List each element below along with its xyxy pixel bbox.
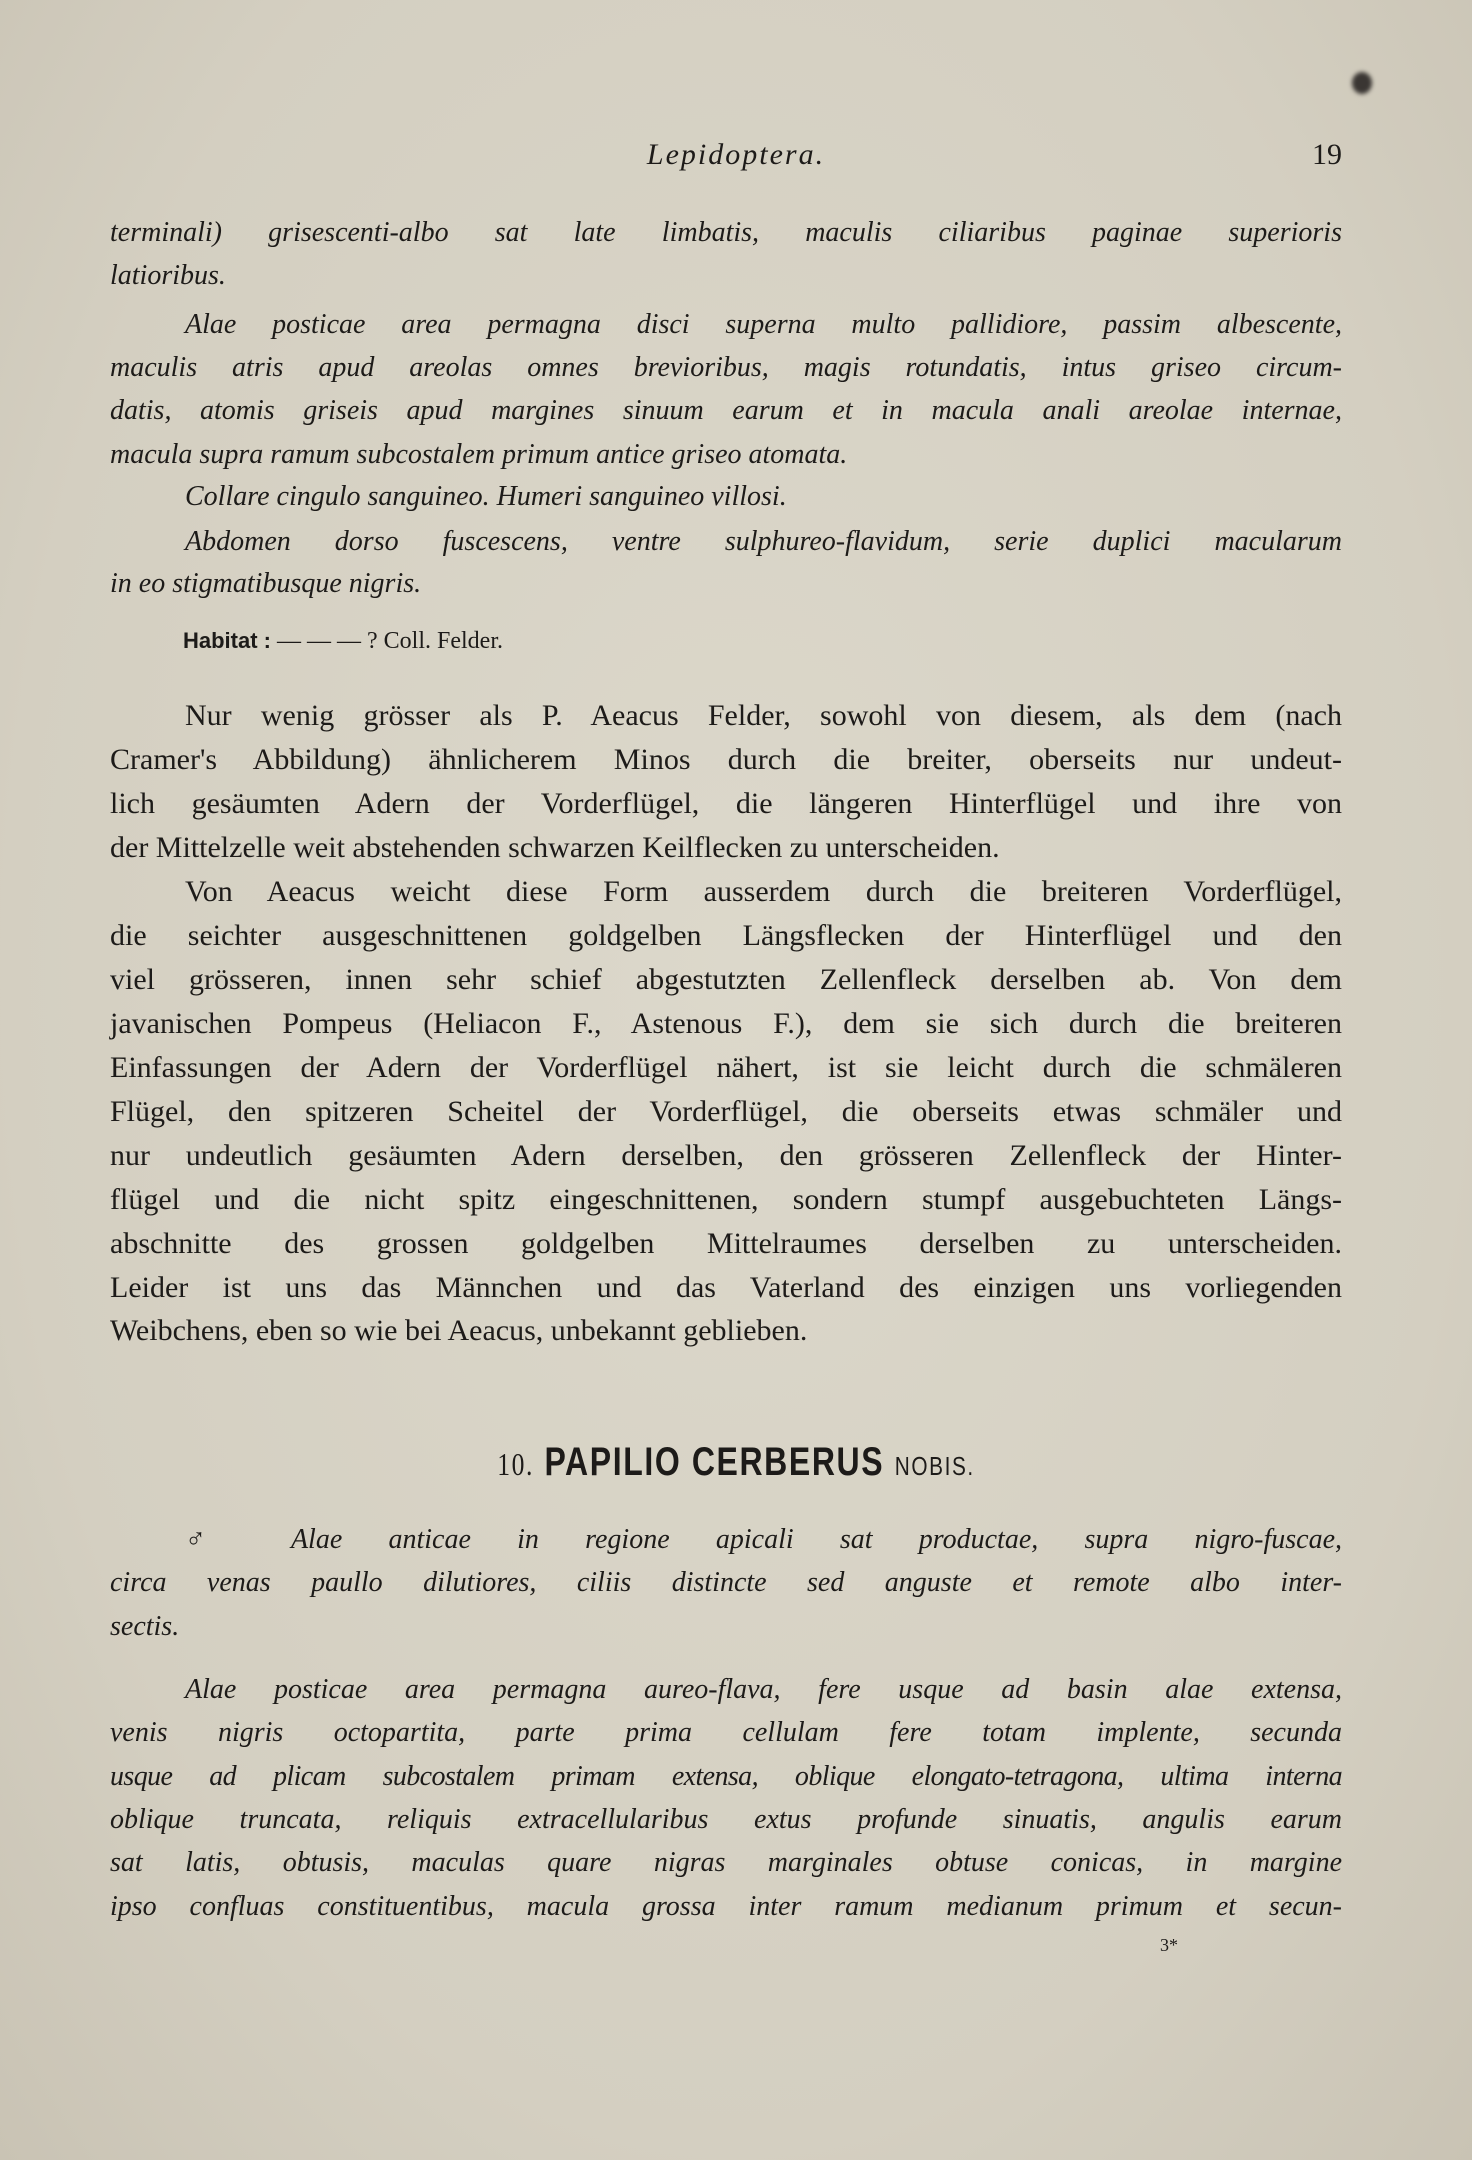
habitat-line <box>183 628 503 655</box>
text-line: macula supra ramum subcostalem primum antice griseo atomata. <box>110 439 848 470</box>
page-number: 19 <box>1312 138 1342 171</box>
text-line: in eo stigmatibusque nigris. <box>110 568 422 599</box>
text-line: Flügel, den spitzeren Scheitel der Vorderflügel, die oberseits etwas schmäler und <box>110 1095 1342 1128</box>
text-line: Leider ist uns das Männchen und das Vaterland des einzigen uns vorliegenden <box>110 1271 1342 1304</box>
text-line: Nur wenig grösser als P. Aeacus Felder, sowohl von diesem, als dem (nach <box>185 699 1342 732</box>
text-line: ♂ Alae anticae in regione apicali sat productae, supra nigro-fuscae, <box>185 1524 1342 1555</box>
text-line: lich gesäumten Adern der Vorderflügel, die längeren Hinterflügel und ihre von <box>110 787 1342 820</box>
text-line: sat latis, obtusis, maculas quare nigras marginales obtuse conicas, in margine <box>110 1847 1342 1878</box>
species-number: 10. <box>497 1446 534 1482</box>
text-line: Cramer's Abbildung) ähnlicherem Minos durch die breiter, oberseits nur undeut- <box>110 743 1342 776</box>
ink-smudge <box>1352 72 1372 94</box>
text-line: nur undeutlich gesäumten Adern derselben, den grösseren Zellenfleck der Hinter- <box>110 1139 1342 1172</box>
text-line: terminali) grisescenti-albo sat late limbatis, maculis ciliaribus paginae superioris <box>110 217 1342 248</box>
text-line: abschnitte des grossen goldgelben Mittelraumes derselben zu unterscheiden. <box>110 1227 1342 1260</box>
text-line: ipso confluas constituentibus, macula grossa inter ramum medianum primum et secun- <box>110 1891 1342 1922</box>
signature-mark: 3* <box>1160 1935 1178 1955</box>
habitat-value: — — — ? Coll. Felder. <box>277 628 503 654</box>
text-line: viel grösseren, innen sehr schief abgestutzten Zellenfleck derselben ab. Von dem <box>110 963 1342 996</box>
text-line: Abdomen dorso fuscescens, ventre sulphureo-flavidum, serie duplici macularum <box>185 526 1342 557</box>
text-line: oblique truncata, reliquis extracellularibus extus profunde sinuatis, angulis earum <box>110 1804 1342 1835</box>
text-line: sectis. <box>110 1611 180 1642</box>
species-author: NOBIS. <box>894 1451 975 1481</box>
species-name: PAPILIO CERBERUS <box>544 1440 885 1484</box>
text-line: Weibchens, eben so wie bei Aeacus, unbekannt geblieben. <box>110 1314 808 1347</box>
habitat-label: Habitat : <box>183 628 271 653</box>
running-header: Lepidoptera. <box>646 138 826 171</box>
text-line: Alae posticae area permagna aureo-flava, fere usque ad basin alae extensa, <box>185 1674 1342 1705</box>
text-line: Alae posticae area permagna disci superna multo pallidiore, passim albescente, <box>185 309 1342 340</box>
text-line: maculis atris apud areolas omnes brevioribus, magis rotundatis, intus griseo circum- <box>110 352 1342 383</box>
text-line: venis nigris octopartita, parte prima cellulam fere totam implente, secunda <box>110 1717 1342 1748</box>
text-line: usque ad plicam subcostalem primam extensa, oblique elongato-tetragona, ultima interna <box>110 1761 1342 1792</box>
text-line: flügel und die nicht spitz eingeschnittenen, sondern stumpf ausgebuchteten Längs- <box>110 1183 1342 1216</box>
text-line: der Mittelzelle weit abstehenden schwarzen Keilflecken zu unterscheiden. <box>110 831 1000 864</box>
species-heading <box>147 1440 1325 1485</box>
text-line: Von Aeacus weicht diese Form ausserdem durch die breiteren Vorderflügel, <box>185 875 1342 908</box>
text-line: Collare cingulo sanguineo. Humeri sanguineo villosi. <box>185 481 787 512</box>
text-line: latioribus. <box>110 260 226 291</box>
text-line: javanischen Pompeus (Heliacon F., Astenous F.), dem sie sich durch die breiteren <box>110 1007 1342 1040</box>
text-line: datis, atomis griseis apud margines sinuum earum et in macula anali areolae internae, <box>110 395 1342 426</box>
text-line: circa venas paullo dilutiores, ciliis distincte sed anguste et remote albo inter- <box>110 1567 1342 1598</box>
text-line: Einfassungen der Adern der Vorderflügel nähert, ist sie leicht durch die schmäleren <box>110 1051 1342 1084</box>
text-line: die seichter ausgeschnittenen goldgelben Längsflecken der Hinterflügel und den <box>110 919 1342 952</box>
